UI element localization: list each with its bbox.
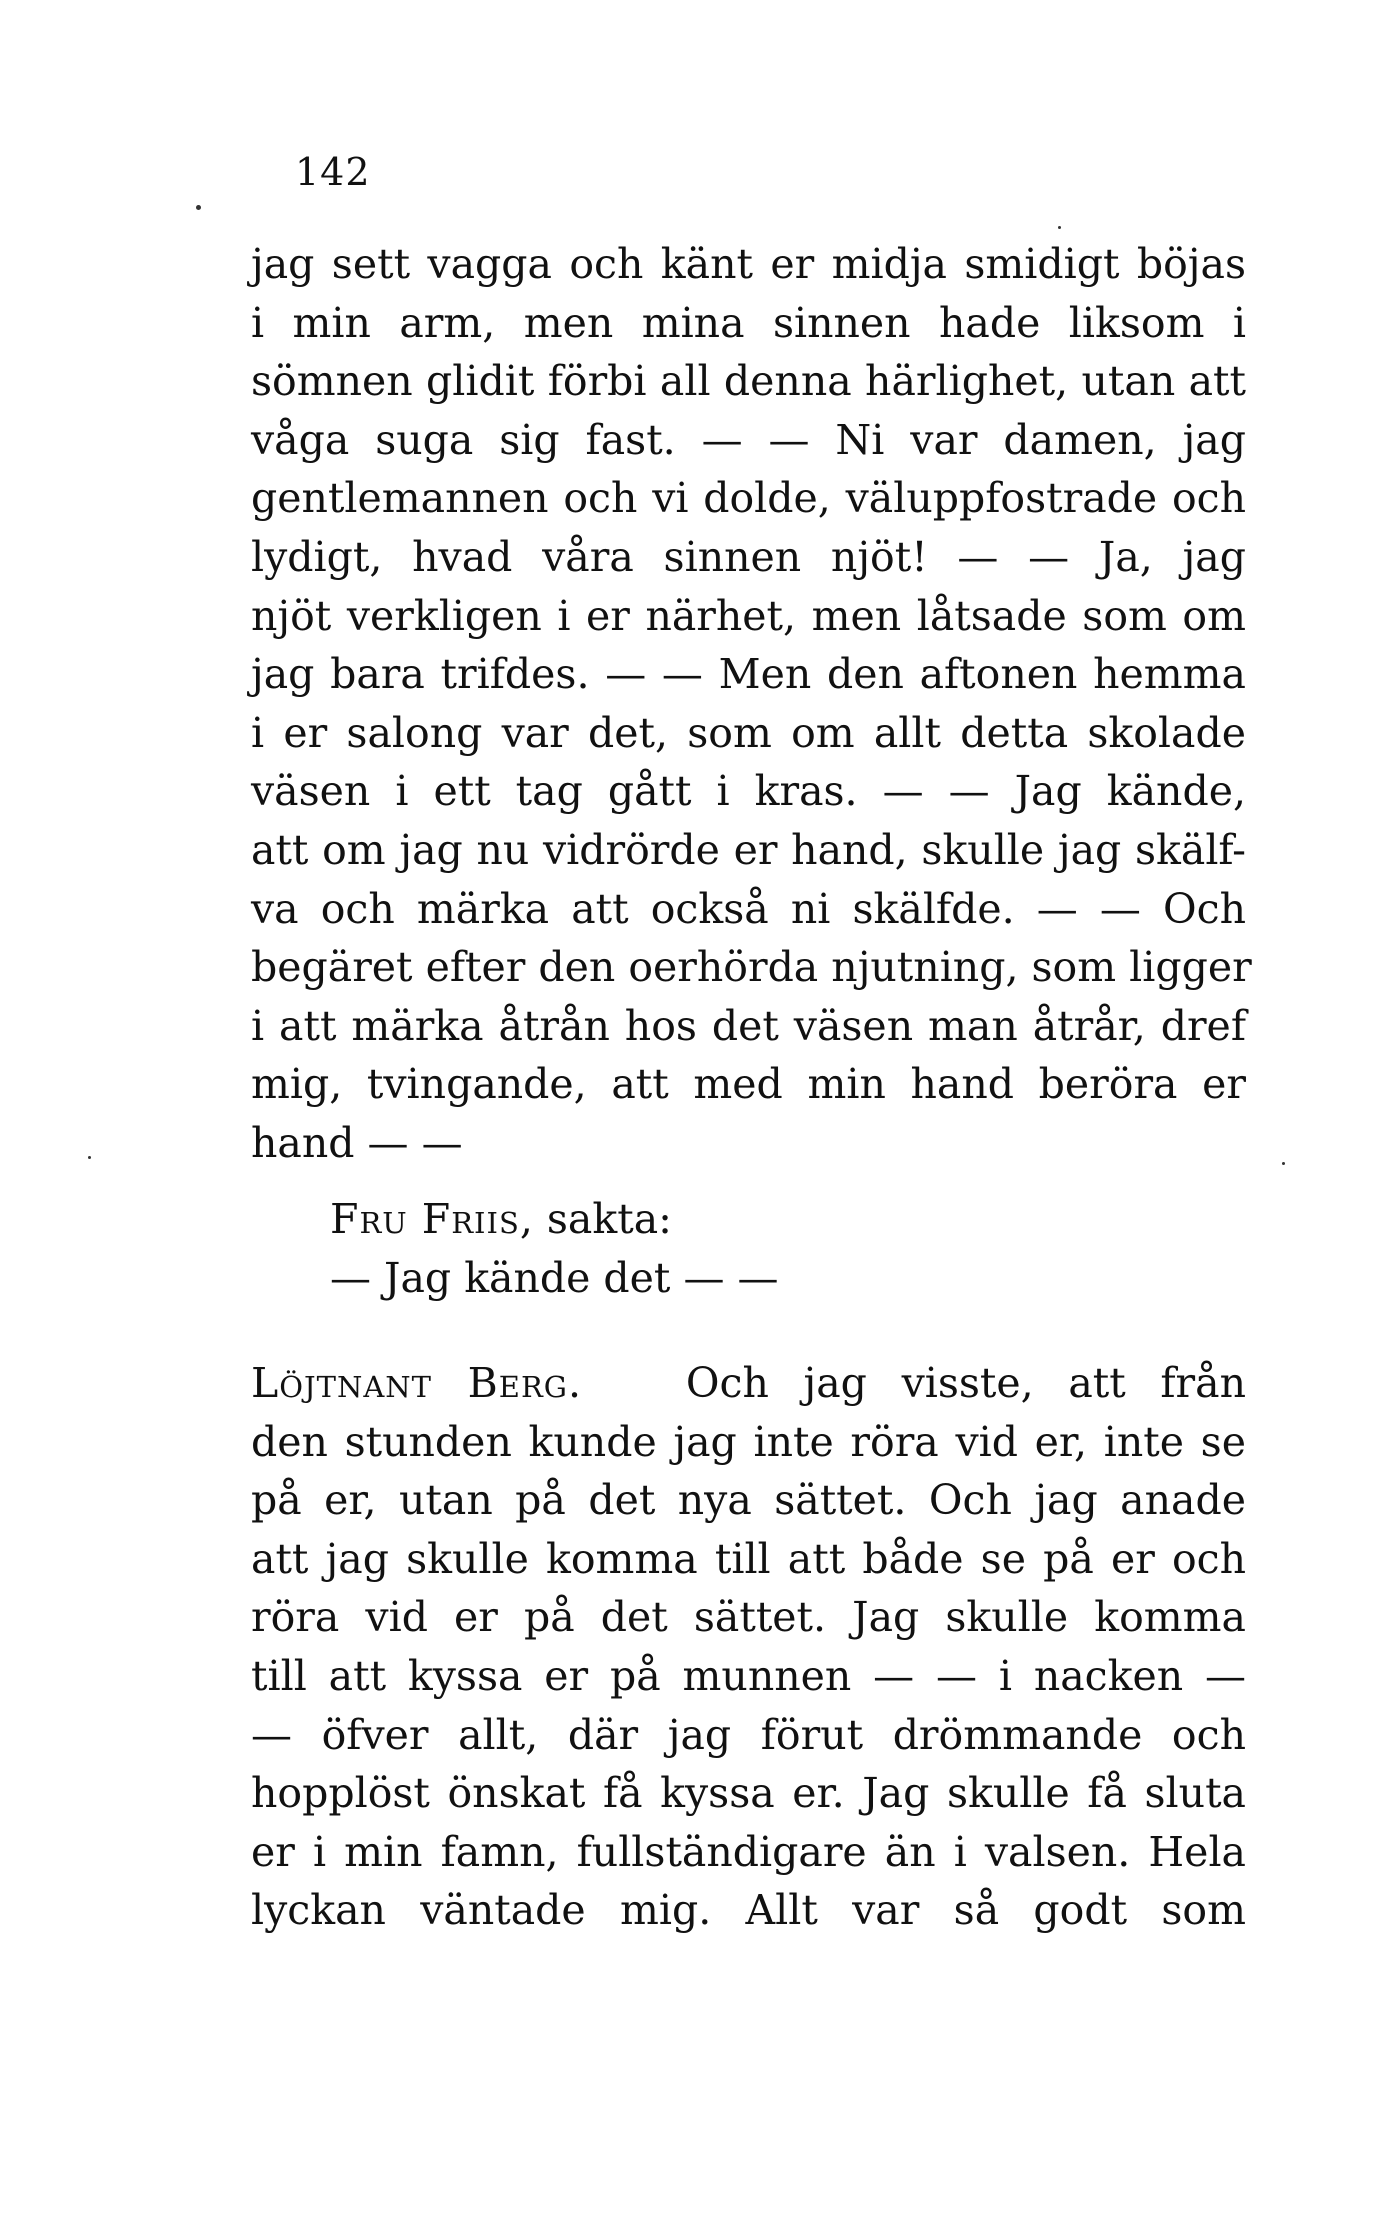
dialogue-fru-friis <box>330 1190 1030 1307</box>
print-speck <box>1058 226 1061 229</box>
speaker-name: Löjtnant Berg. <box>251 1359 582 1407</box>
text-line: röra vid er på det sättet. Jag skulle komma <box>251 1593 1246 1642</box>
text-line: i er salong var det, som om allt detta skolade <box>251 708 1246 757</box>
text-line: att om jag nu vidrörde er hand, skulle jag skälf- <box>251 825 1246 874</box>
text-line: hand — — <box>251 1118 463 1167</box>
text-line: begäret efter den oerhörda njutning, som ligger <box>251 943 1252 992</box>
text-line: att jag skulle komma till att både se på er och <box>251 1534 1246 1583</box>
text-line: på er, utan på det nya sättet. Och jag anade <box>251 1476 1246 1525</box>
text-line: lyckan väntade mig. Allt var så godt som <box>251 1886 1246 1935</box>
text-line: sömnen glidit förbi all denna härlighet, utan att <box>251 357 1246 406</box>
page-number: 142 <box>295 150 371 194</box>
text-line: njöt verkligen i er närhet, men låtsade som om <box>251 591 1246 640</box>
dialogue-line: — Jag kände det — — <box>330 1253 779 1302</box>
text-line: i min arm, men mina sinnen hade liksom i <box>251 298 1246 347</box>
text-line: jag bara trifdes. — — Men den aftonen hemma <box>251 650 1246 699</box>
print-speck <box>196 205 201 210</box>
stage-direction <box>330 1190 1030 1249</box>
print-speck <box>1282 1162 1285 1165</box>
text-line: till att kyssa er på munnen — — i nacken — <box>251 1651 1246 1700</box>
first-line-text: Och jag visste, att från <box>685 1359 1246 1407</box>
text-line: er i min famn, fullständigare än i valsen. Hela <box>251 1827 1246 1876</box>
text-line-first <box>251 1354 1246 1413</box>
paragraph-2 <box>251 1354 1246 1940</box>
text-line: — öfver allt, där jag förut drömmande och <box>251 1710 1246 1759</box>
text-line: gentlemannen och vi dolde, väluppfostrade och <box>251 474 1246 523</box>
text-line: hopplöst önskat få kyssa er. Jag skulle få sluta <box>251 1769 1246 1818</box>
text-line: väsen i ett tag gått i kras. — — Jag kände, <box>251 767 1246 816</box>
text-line: jag sett vagga och känt er midja smidigt böjas <box>251 240 1246 288</box>
text-line: mig, tvingande, att med min hand beröra er <box>251 1060 1246 1109</box>
direction-text: sakta: <box>533 1195 672 1243</box>
text-line: lydigt, hvad våra sinnen njöt! — — Ja, jag <box>251 532 1246 581</box>
text-line: våga suga sig fast. — — Ni var damen, jag <box>251 415 1246 464</box>
text-line: i att märka åtrån hos det väsen man åtrår, dref <box>251 1001 1246 1050</box>
text-line: va och märka att också ni skälfde. — — Och <box>251 884 1246 933</box>
text-line: den stunden kunde jag inte röra vid er, inte se <box>251 1417 1246 1466</box>
print-speck <box>88 1156 91 1159</box>
speaker-name: Fru Friis, <box>330 1195 534 1243</box>
paragraph-1 <box>251 235 1252 1173</box>
